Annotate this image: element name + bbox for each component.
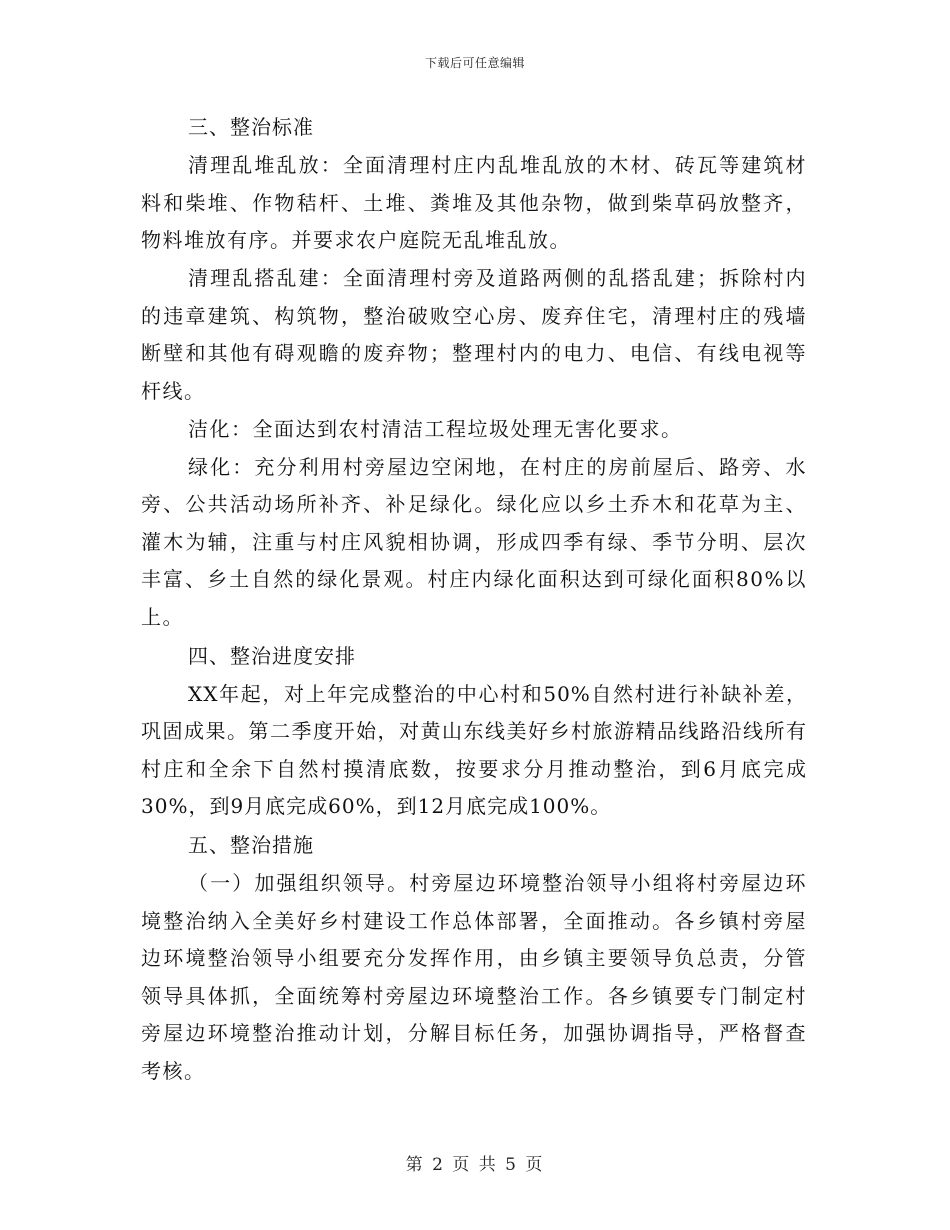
paragraph-organization: （一）加强组织领导。村旁屋边环境整治领导小组将村旁屋边环境整治纳入全美好乡村建设工作总体部署，全面推动。各乡镇村旁屋边环境整治领导小组要充分发挥作用，由乡镇主要领导负总责，分管领导具体抓，全面统筹村旁屋边环境整治工作。各乡镇要专门制定村旁屋边环境整治推动计划，分解目标任务，加强协调指导，严格督查考核。 (141, 871, 807, 1083)
paragraph-schedule: XX年起，对上年完成整治的中心村和50%自然村进行补缺补差，巩固成果。第二季度开始，对黄山东线美好乡村旅游精品线路沿线所有村庄和全余下自然村摸清底数，按要求分月推动整治，到6月底完成30%，到9月底完成60%，到12月底完成100%。 (141, 681, 807, 818)
paragraph-greening: 绿化：充分利用村旁屋边空闲地，在村庄的房前屋后、路旁、水旁、公共活动场所补齐、补足绿化。绿化应以乡土乔木和花草为主、灌木为辅，注重与村庄风貌相协调，形成四季有绿、季节分明、层次丰富、乡土自然的绿化景观。村庄内绿化面积达到可绿化面积80%以上。 (141, 454, 807, 629)
section-heading-standards: 三、整治标准 (188, 115, 314, 139)
header-note: 下载后可任意编辑 (424, 56, 525, 70)
section-heading-measures: 五、整治措施 (188, 833, 314, 857)
paragraph-cleaning: 洁化：全面达到农村清洁工程垃圾处理无害化要求。 (188, 416, 683, 441)
document-body (141, 108, 807, 1091)
paragraph-clear-clutter: 清理乱堆乱放：全面清理村庄内乱堆乱放的木材、砖瓦等建筑材料和柴堆、作物秸杆、土堆、粪堆及其他杂物，做到柴草码放整齐，物料堆放有序。并要求农户庭院无乱堆乱放。 (141, 153, 807, 252)
page-number: 第 2 页 共 5 页 (405, 1155, 545, 1175)
paragraph-clear-illegal-builds: 清理乱搭乱建：全面清理村旁及道路两侧的乱搭乱建；拆除村内的违章建筑、构筑物，整治破败空心房、废弃住宅，清理村庄的残墙断壁和其他有碍观瞻的废弃物；整理村内的电力、电信、有线电视等杆线。 (141, 266, 807, 403)
section-heading-schedule: 四、整治进度安排 (188, 643, 356, 668)
